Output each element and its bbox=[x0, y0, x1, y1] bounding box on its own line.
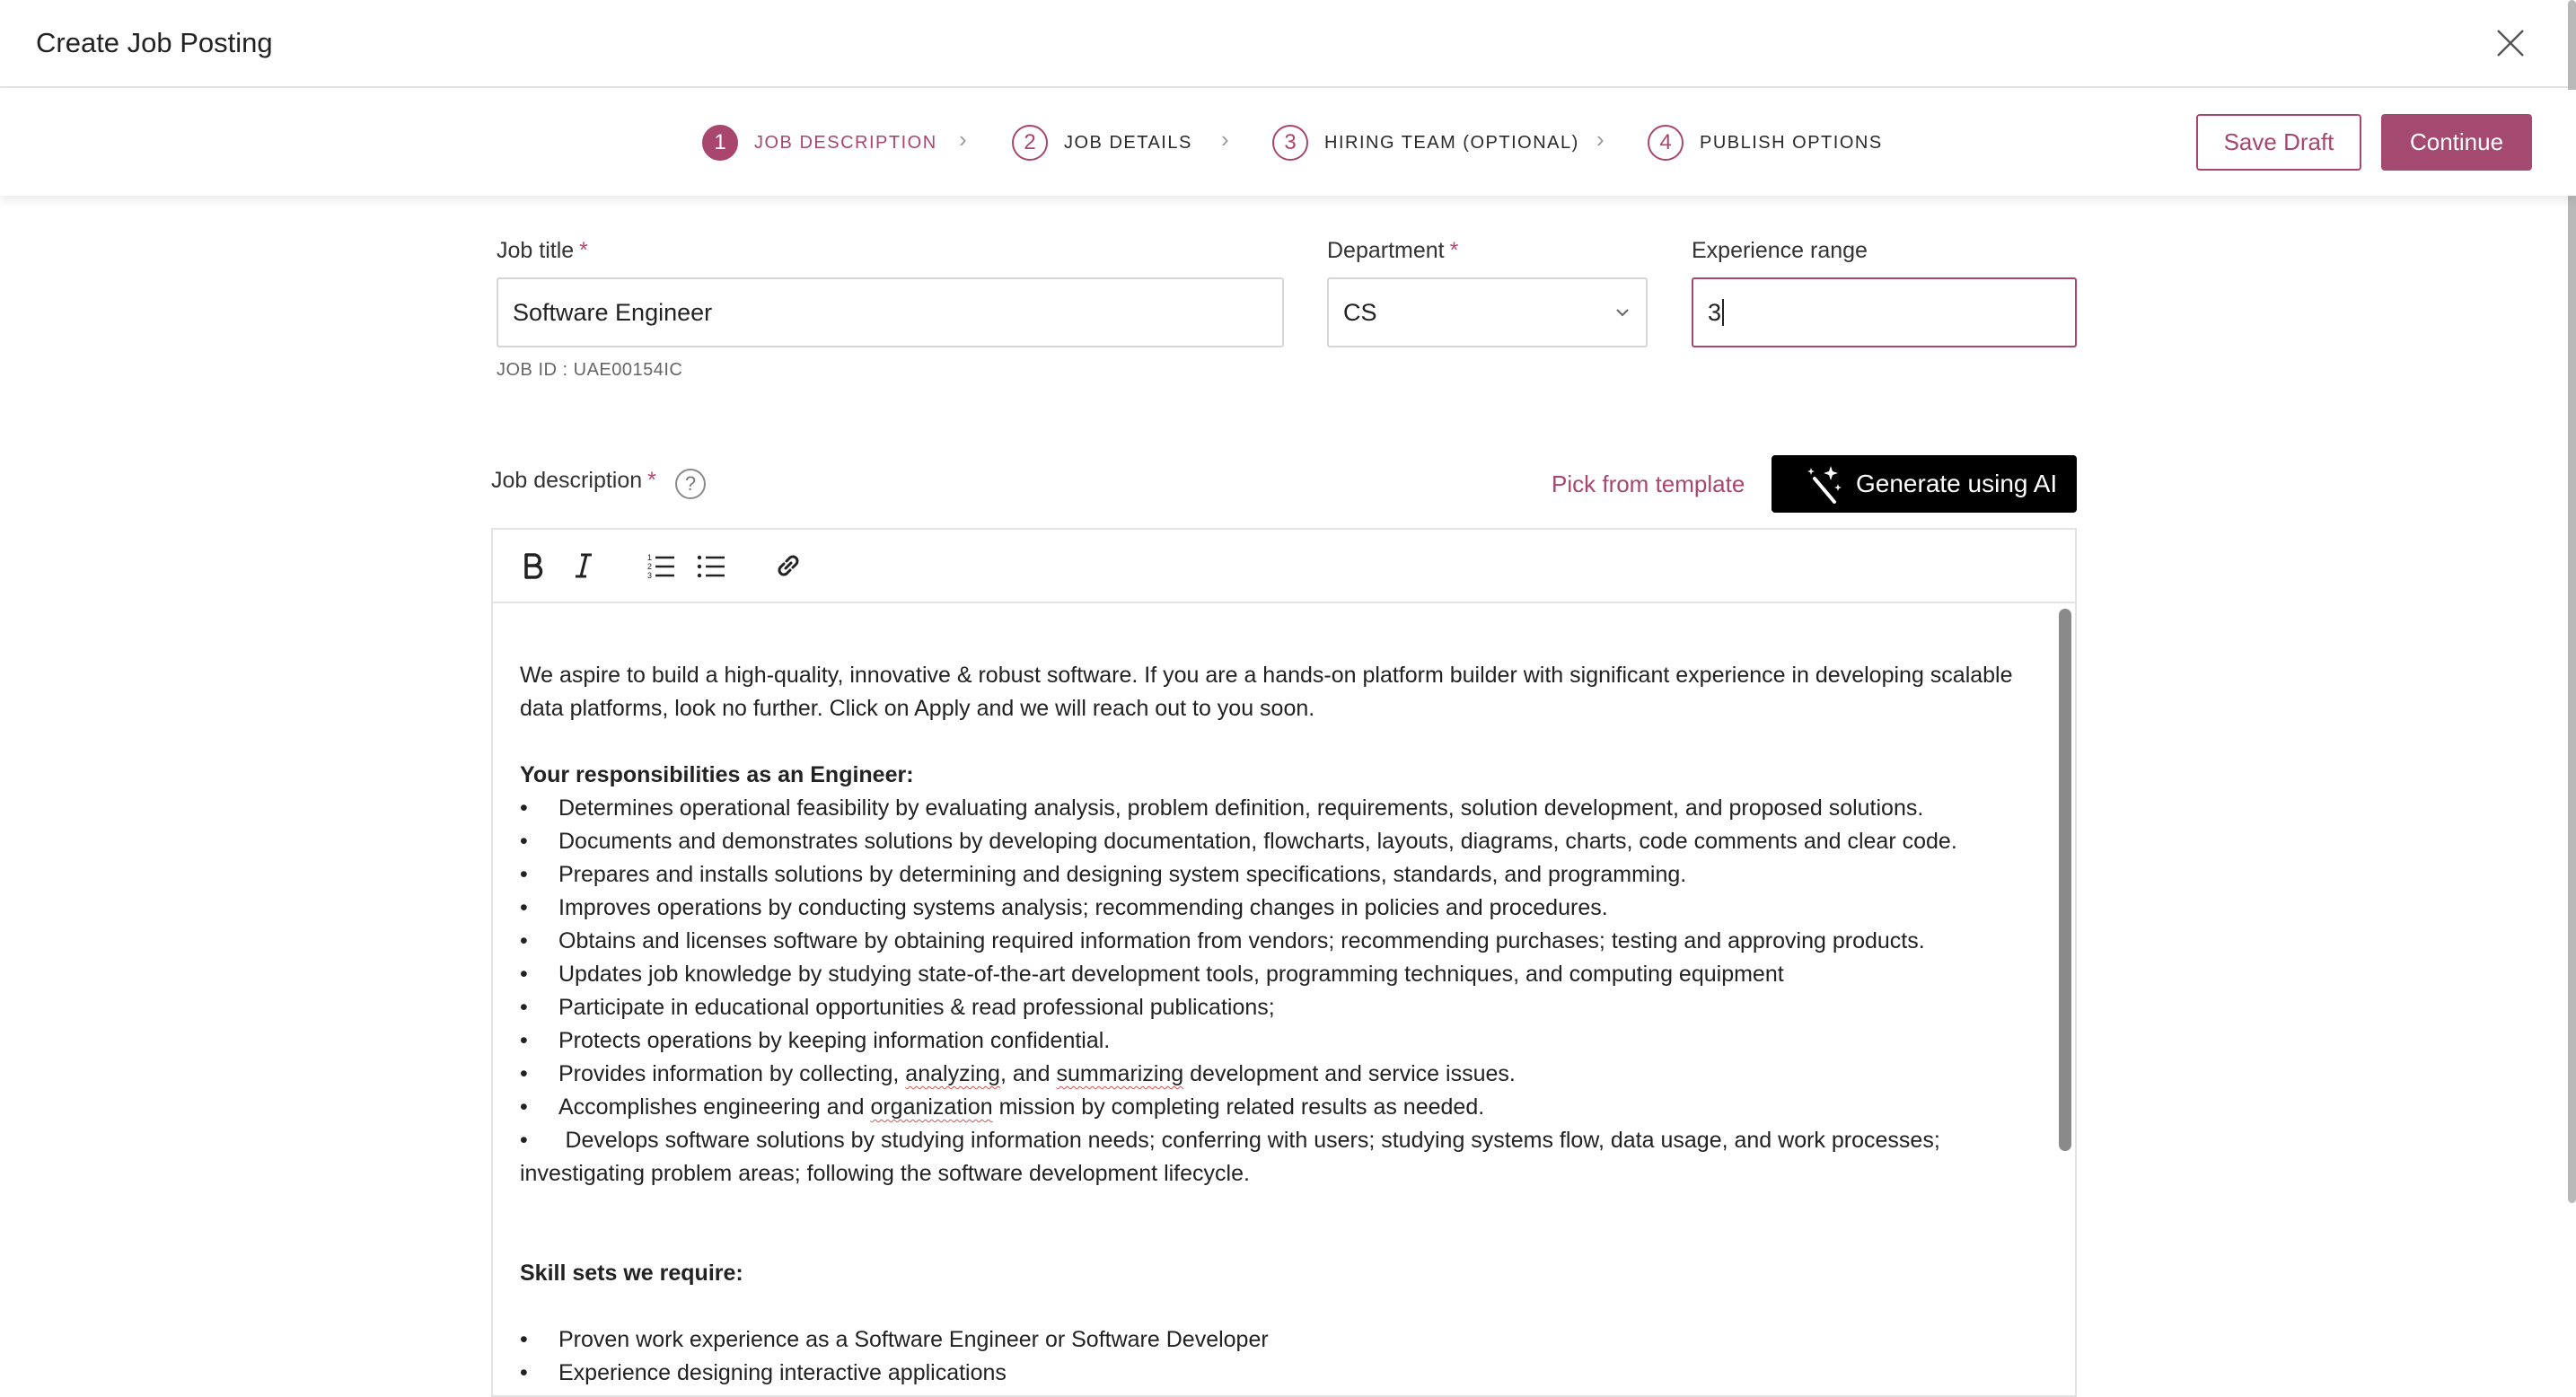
spellcheck-word: analyzing bbox=[905, 1061, 1000, 1086]
job-description-label bbox=[491, 468, 656, 494]
modal-header bbox=[0, 0, 2576, 88]
page-title: Create Job Posting bbox=[36, 27, 273, 58]
step-publish-options[interactable] bbox=[1648, 124, 1883, 162]
list-item: • Develops software solutions by studying information needs; conferring with users; studying systems flow, data usage, and work processes; investigating problem areas; following the software development lifecycle. bbox=[520, 1128, 1940, 1186]
responsibilities-heading: Your responsibilities as an Engineer: bbox=[520, 762, 914, 787]
list-item: • Documents and demonstrates solutions by developing documentation, flowcharts, layouts, diagrams, charts, code comments and clear code. bbox=[520, 825, 2028, 858]
job-title-input[interactable] bbox=[497, 277, 1284, 347]
chevron-down-icon bbox=[1613, 306, 1631, 319]
spellcheck-word: summarizing bbox=[1056, 1061, 1184, 1086]
required-mark: * bbox=[647, 468, 656, 493]
svg-text:3: 3 bbox=[647, 571, 653, 579]
list-item: • Obtains and licenses software by obtaining required information from vendors; recommending purchases; testing and approving products. bbox=[520, 925, 2028, 958]
text-span: mission by completing related results as needed. bbox=[992, 1094, 1485, 1120]
list-item: • Experience designing interactive applications bbox=[520, 1357, 2028, 1390]
svg-text:2: 2 bbox=[647, 562, 653, 571]
italic-icon[interactable] bbox=[566, 548, 602, 584]
close-icon[interactable] bbox=[2492, 25, 2528, 61]
job-title-label bbox=[497, 238, 588, 264]
job-description-editor[interactable] bbox=[491, 602, 2077, 1397]
department-value: CS bbox=[1343, 298, 1377, 326]
help-icon[interactable]: ? bbox=[675, 469, 706, 499]
editor-content[interactable] bbox=[520, 659, 2028, 1390]
list-item: • Proven work experience as a Software Engineer or Software Developer bbox=[520, 1323, 2028, 1357]
stepper-bar bbox=[0, 90, 2576, 196]
list-item: • Improves operations by conducting systems analysis; recommending changes in policies and procedures. bbox=[520, 892, 2028, 925]
step-job-description[interactable] bbox=[702, 124, 937, 162]
job-title-label-text: Job title bbox=[497, 238, 575, 263]
step-number: 3 bbox=[1272, 125, 1308, 161]
bold-icon[interactable] bbox=[515, 548, 551, 584]
save-draft-button[interactable]: Save Draft bbox=[2196, 114, 2361, 171]
required-mark: * bbox=[579, 238, 588, 263]
pick-from-template-link[interactable]: Pick from template bbox=[1552, 470, 1745, 497]
experience-range-input[interactable] bbox=[1692, 277, 2077, 347]
list-item: • Participate in educational opportunities & read professional publications; bbox=[520, 991, 2028, 1024]
experience-range-value: 3 bbox=[1708, 298, 1722, 326]
text-span: Develops software solutions by studying information needs; conferring with users; studying systems flow, data usage, and work processes; investigating problem areas; following the software development lifecycle. bbox=[520, 1128, 1940, 1186]
step-label: HIRING TEAM (OPTIONAL) bbox=[1324, 132, 1579, 153]
editor-toolbar bbox=[491, 528, 2077, 603]
generate-ai-button[interactable] bbox=[1772, 455, 2077, 513]
ordered-list-icon[interactable] bbox=[643, 548, 679, 584]
list-item bbox=[520, 1091, 2028, 1124]
generate-ai-label: Generate using AI bbox=[1856, 470, 2058, 497]
link-icon[interactable] bbox=[770, 548, 806, 584]
list-item: • Determines operational feasibility by evaluating analysis, problem definition, requirements, solution development, and proposed solutions. bbox=[520, 792, 2028, 825]
list-item: • Updates job knowledge by studying state-of-the-art development tools, programming techniques, and computing equipment bbox=[520, 958, 2028, 991]
text-span: Provides information by collecting, bbox=[558, 1061, 906, 1086]
job-id: JOB ID : UAE00154IC bbox=[497, 360, 683, 380]
required-mark: * bbox=[1449, 238, 1459, 263]
text-span: development and service issues. bbox=[1183, 1061, 1516, 1086]
step-number: 2 bbox=[1012, 125, 1048, 161]
department-label-text: Department bbox=[1327, 238, 1445, 263]
list-item: • Prepares and installs solutions by determining and designing system specifications, standards, and programming. bbox=[520, 858, 2028, 892]
department-label bbox=[1327, 238, 1458, 264]
job-title-value: Software Engineer bbox=[513, 298, 713, 326]
chevron-right-icon: › bbox=[959, 126, 967, 153]
step-hiring-team[interactable] bbox=[1272, 124, 1579, 162]
text-span: , and bbox=[999, 1061, 1057, 1086]
chevron-right-icon: › bbox=[1221, 126, 1229, 153]
text-cursor bbox=[1722, 299, 1724, 326]
svg-text:1: 1 bbox=[647, 553, 653, 562]
experience-range-label: Experience range bbox=[1692, 238, 1868, 263]
job-description-label-text: Job description bbox=[491, 468, 643, 493]
bullet-list-icon[interactable] bbox=[693, 548, 729, 584]
list-item bbox=[520, 1058, 2028, 1091]
intro-paragraph: We aspire to build a high-quality, innovative & robust software. If you are a hands-on platform builder with significant experience in developing scalable data platforms, look no further. Click on Apply and we will reach out to you soon. bbox=[520, 663, 2013, 721]
step-number: 1 bbox=[702, 125, 738, 161]
skills-heading: Skill sets we require: bbox=[520, 1261, 743, 1286]
continue-button[interactable]: Continue bbox=[2381, 114, 2532, 171]
step-label: JOB DESCRIPTION bbox=[754, 132, 937, 153]
step-number: 4 bbox=[1648, 125, 1684, 161]
step-label: PUBLISH OPTIONS bbox=[1700, 132, 1883, 153]
text-span: Accomplishes engineering and bbox=[558, 1094, 871, 1120]
step-job-details[interactable] bbox=[1012, 124, 1192, 162]
list-item: • Protects operations by keeping information confidential. bbox=[520, 1024, 2028, 1058]
step-label: JOB DETAILS bbox=[1064, 132, 1192, 153]
spellcheck-word: organization bbox=[870, 1094, 993, 1120]
department-select[interactable] bbox=[1327, 277, 1648, 347]
magic-wand-icon bbox=[1804, 464, 1843, 504]
editor-scrollbar[interactable] bbox=[2059, 609, 2071, 1151]
chevron-right-icon: › bbox=[1596, 126, 1605, 153]
